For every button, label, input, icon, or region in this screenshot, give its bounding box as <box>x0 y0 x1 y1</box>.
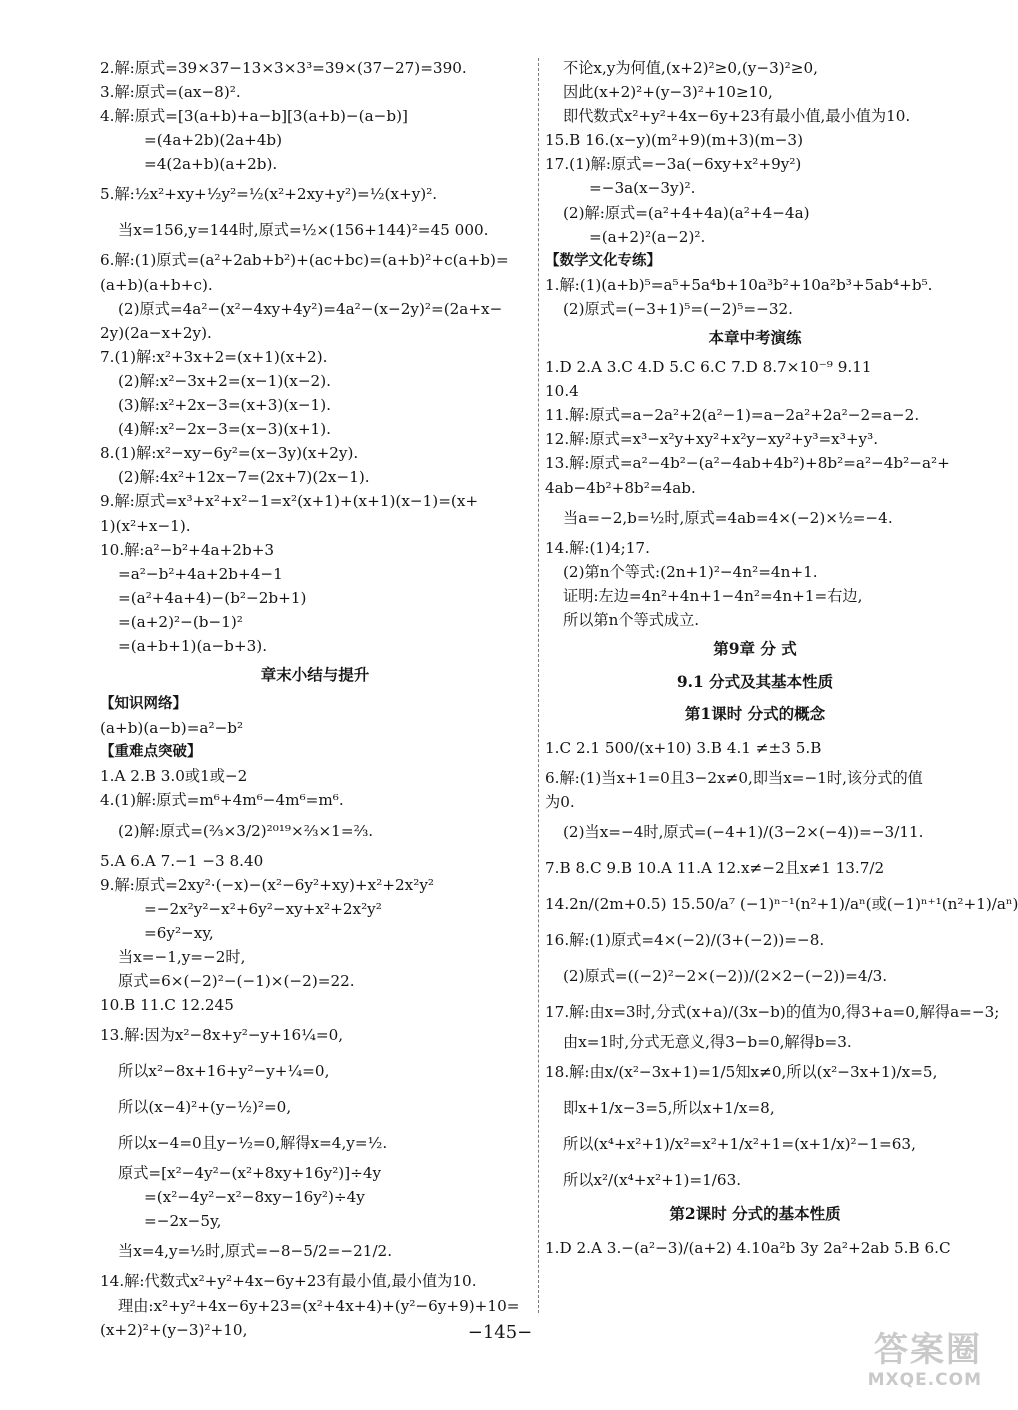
text-line: (2)解:原式=(a²+4+4a)(a²+4−4a) <box>563 203 810 222</box>
text-line: 当a=−2,b=½时,原式=4ab=4×(−2)×½=−4. <box>563 508 893 527</box>
text-line: 14.2n/(2m+0.5) 15.50/a⁷ (−1)ⁿ⁻¹(n²+1)/aⁿ(或(−1)ⁿ⁺¹(n²+1)/aⁿ) <box>545 895 1018 914</box>
text-line: 由x=1时,分式无意义,得3−b=0,解得b=3. <box>563 1033 852 1052</box>
text-line: 7.B 8.C 9.B 10.A 11.A 12.x≠−2且x≠1 13.7/2 <box>545 859 885 878</box>
text-line: 14.解:代数式x²+y²+4x−6y+23有最小值,最小值为10. <box>100 1272 477 1291</box>
text-line: 10.B 11.C 12.245 <box>100 996 234 1015</box>
section-heading: 本章中考演练 <box>708 328 802 348</box>
text-line: =a²−b²+4a+2b+4−1 <box>118 564 283 583</box>
section-heading: 【数学文化专练】 <box>545 251 661 269</box>
text-line: =(a+b+1)(a−b+3). <box>118 636 268 655</box>
text-line: 不论x,y为何值,(x+2)²≥0,(y−3)²≥0, <box>563 59 818 77</box>
text-line: (x+2)²+(y−3)²+10, <box>100 1320 248 1339</box>
text-line: (2)原式=(−3+1)⁵=(−2)⁵=−32. <box>563 299 793 318</box>
text-line: 证明:左边=4n²+4n+1−4n²=4n+1=右边, <box>563 586 863 605</box>
text-line: 15.B 16.(x−y)(m²+9)(m+3)(m−3) <box>545 131 804 150</box>
text-line: =4(2a+b)(a+2b). <box>144 155 278 174</box>
watermark-title: 答案圈 <box>874 1330 982 1370</box>
text-line: 13.解:原式=a²−4b²−(a²−4ab+4b²)+8b²=a²−4b²−a²+ <box>545 454 950 473</box>
text-line: 1.D 2.A 3.−(a²−3)/(a+2) 4.10a²b 3y 2a²+2ab 5.B 6.C <box>545 1239 951 1258</box>
text-line: 当x=156,y=144时,原式=½×(156+144)²=45 000. <box>118 221 489 240</box>
text-line: (2)解:原式=(⅔×3/2)²⁰¹⁹×⅔×1=⅔. <box>118 821 374 840</box>
text-line: 1.C 2.1 500/(x+10) 3.B 4.1 ≠±3 5.B <box>545 738 822 757</box>
text-line: 10.解:a²−b²+4a+2b+3 <box>100 540 275 559</box>
text-line: =(4a+2b)(2a+4b) <box>144 131 283 150</box>
text-line: 12.解:原式=x³−x²y+xy²+x²y−xy²+y³=x³+y³. <box>545 430 879 449</box>
text-line: (2)原式=4a²−(x²−4xy+4y²)=4a²−(x−2y)²=(2a+x− <box>118 299 503 318</box>
text-line: 11.解:原式=a−2a²+2(a²−1)=a−2a²+2a²−2=a−2. <box>545 406 920 425</box>
text-line: (2)解:4x²+12x−7=(2x+7)(2x−1). <box>118 468 370 487</box>
text-line: 17.解:由x=3时,分式(x+a)/(3x−b)的值为0,得3+a=0,解得a=−3; <box>545 1003 1000 1022</box>
text-line: =−2x−5y, <box>144 1212 222 1231</box>
text-line: 14.解:(1)4;17. <box>545 538 650 557</box>
text-line: 所以x²/(x⁴+x²+1)=1/63. <box>563 1171 742 1190</box>
section-heading: 第1课时 分式的概念 <box>684 703 826 723</box>
text-line: 4.(1)解:原式=m⁶+4m⁶−4m⁶=m⁶. <box>100 791 344 810</box>
text-line: 3.解:原式=(ax−8)². <box>100 83 241 102</box>
text-line: =(a+2)²(a−2)². <box>589 227 706 246</box>
left-column <box>100 56 530 1342</box>
section-heading: 【知识网络】 <box>100 695 187 713</box>
text-line: 2.解:原式=39×37−13×3×3³=39×(37−27)=390. <box>100 59 467 77</box>
text-line: 1.D 2.A 3.C 4.D 5.C 6.C 7.D 8.7×10⁻⁹ 9.11 <box>545 358 872 377</box>
text-line: (2)解:x²−3x+2=(x−1)(x−2). <box>118 371 331 390</box>
text-line: 5.解:½x²+xy+½y²=½(x²+2xy+y²)=½(x+y)². <box>100 185 438 204</box>
text-line: 原式=6×(−2)²−(−1)×(−2)=22. <box>118 972 355 990</box>
column-divider <box>538 58 539 1313</box>
text-line: =−3a(x−3y)². <box>589 179 696 198</box>
text-line: 8.(1)解:x²−xy−6y²=(x−3y)(x+2y). <box>100 444 359 463</box>
text-line: 当x=−1,y=−2时, <box>118 947 246 966</box>
text-line: 即代数式x²+y²+4x−6y+23有最小值,最小值为10. <box>563 107 911 126</box>
text-line: 所以(x⁴+x²+1)/x²=x²+1/x²+1=(x+1/x)²−1=63, <box>563 1135 916 1154</box>
section-heading: 【重难点突破】 <box>100 743 202 761</box>
right-column <box>545 56 1018 1266</box>
text-line: 理由:x²+y²+4x−6y+23=(x²+4x+4)+(y²−6y+9)+10= <box>118 1296 520 1315</box>
section-heading: 章末小结与提升 <box>260 665 370 685</box>
text-line: 所以x−4=0且y−½=0,解得x=4,y=½. <box>118 1134 388 1153</box>
text-line: 4ab−4b²+8b²=4ab. <box>545 478 696 497</box>
text-line: 2y)(2a−x+2y). <box>100 323 212 342</box>
text-line: =(x²−4y²−x²−8xy−16y²)÷4y <box>144 1188 365 1207</box>
text-line: 1.A 2.B 3.0或1或−2 <box>100 767 248 786</box>
text-line: 18.解:由x/(x²−3x+1)=1/5知x≠0,所以(x²−3x+1)/x=5, <box>545 1063 938 1082</box>
text-line: =6y²−xy, <box>144 923 214 942</box>
text-line: (a+b)(a+b+c). <box>100 275 213 294</box>
text-line: 所以第n个等式成立. <box>563 610 700 629</box>
text-line: (3)解:x²+2x−3=(x+3)(x−1). <box>118 396 331 415</box>
text-line: =(a+2)²−(b−1)² <box>118 612 243 631</box>
text-line: (2)原式=((−2)²−2×(−2))/(2×2−(−2))=4/3. <box>563 967 888 986</box>
text-line: 原式=[x²−4y²−(x²+8xy+16y²)]÷4y <box>118 1164 382 1183</box>
text-line: 9.解:原式=2xy²·(−x)−(x²−6y²+xy)+x²+2x²y² <box>100 875 435 894</box>
text-line: =−2x²y²−x²+6y²−xy+x²+2x²y² <box>144 899 382 918</box>
text-line: 5.A 6.A 7.−1 −3 8.40 <box>100 851 264 870</box>
text-line: 9.解:原式=x³+x²+x²−1=x²(x+1)+(x+1)(x−1)=(x+ <box>100 492 479 511</box>
text-line: 1)(x²+x−1). <box>100 516 191 535</box>
text-line: 6.解:(1)原式=(a²+2ab+b²)+(ac+bc)=(a+b)²+c(a+b)= <box>100 251 509 270</box>
text-line: (2)当x=−4时,原式=(−4+1)/(3−2×(−4))=−3/11. <box>563 823 924 842</box>
text-line: 所以(x−4)²+(y−½)²=0, <box>118 1098 292 1117</box>
section-heading: 第9章 分 式 <box>713 638 797 658</box>
text-line: 因此(x+2)²+(y−3)²+10≥10, <box>563 83 773 102</box>
text-line: 16.解:(1)原式=4×(−2)/(3+(−2))=−8. <box>545 931 825 950</box>
text-line: 7.(1)解:x²+3x+2=(x+1)(x+2). <box>100 347 328 366</box>
section-heading: 9.1 分式及其基本性质 <box>676 671 834 691</box>
text-line: 1.解:(1)(a+b)⁵=a⁵+5a⁴b+10a³b²+10a²b³+5ab⁴+b⁵. <box>545 275 933 294</box>
page-number: −145− <box>467 1322 533 1343</box>
text-line: (a+b)(a−b)=a²−b² <box>100 719 244 738</box>
text-line: =(a²+4a+4)−(b²−2b+1) <box>118 588 307 607</box>
text-line: 10.4 <box>545 382 579 401</box>
watermark-logo <box>802 1330 982 1396</box>
text-line: 即x+1/x−3=5,所以x+1/x=8, <box>563 1099 775 1118</box>
section-heading: 第2课时 分式的基本性质 <box>669 1204 841 1224</box>
text-line: (2)第n个等式:(2n+1)²−4n²=4n+1. <box>563 562 818 581</box>
text-line: 为0. <box>545 793 575 812</box>
watermark-url: MXQE.COM <box>867 1370 982 1390</box>
text-line: (4)解:x²−2x−3=(x−3)(x+1). <box>118 420 331 439</box>
text-line: 17.(1)解:原式=−3a(−6xy+x²+9y²) <box>545 155 802 174</box>
text-line: 4.解:原式=[3(a+b)+a−b][3(a+b)−(a−b)] <box>100 107 408 126</box>
text-line: 6.解:(1)当x+1=0且3−2x≠0,即当x=−1时,该分式的值 <box>545 768 923 787</box>
text-line: 13.解:因为x²−8x+y²−y+16¼=0, <box>100 1026 344 1045</box>
text-line: 当x=4,y=½时,原式=−8−5/2=−21/2. <box>118 1242 393 1261</box>
text-line: 所以x²−8x+16+y²−y+¼=0, <box>118 1062 330 1081</box>
